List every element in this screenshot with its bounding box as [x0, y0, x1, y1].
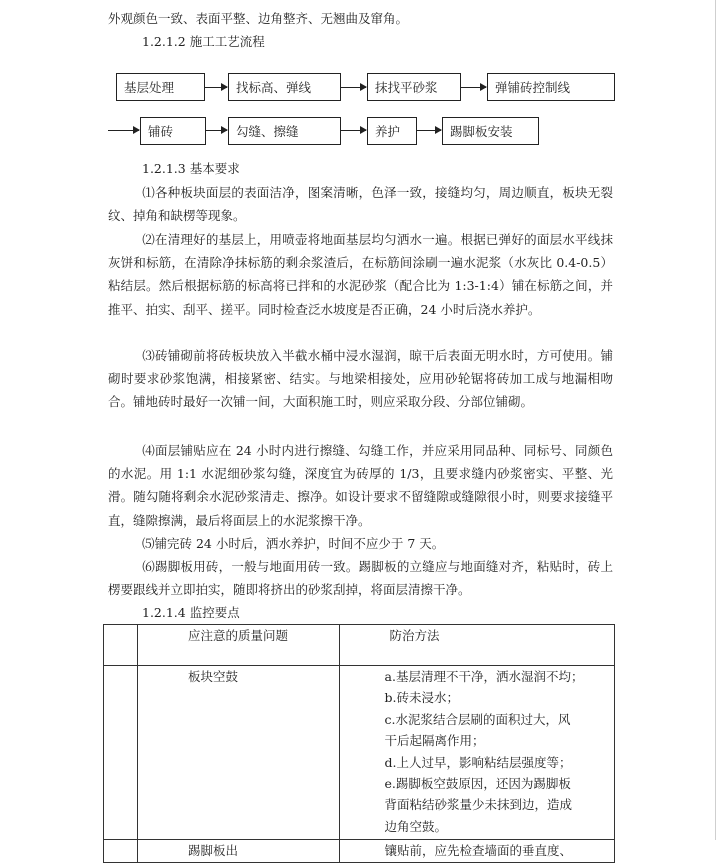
heading-1213: 1.2.1.3 基本要求	[142, 161, 240, 176]
table-row	[104, 840, 615, 862]
method-line: b.砖未浸水；	[384, 690, 460, 706]
requirement-4: ⑷面层铺贴应在 24 小时内进行擦缝、勾缝工作，并应采用同品种、同标号、同颜色的水泥。用 1:1 水泥细砂浆勾缝，深度宜为砖厚的 1/3，且要求缝内砂浆密实、平整、光滑。随勾随将剩余水泥砂浆清走、擦净。如设计要求不留缝隙或缝隙很小时，则要求接缝平直，缝隙擦满，最后将面层上的水泥浆擦干净。	[108, 443, 613, 528]
method-line: c.水泥浆结合层刷的面积过大，风	[384, 711, 571, 727]
heading-1212: 1.2.1.2 施工工艺流程	[142, 34, 265, 49]
requirement-5: ⑸铺完砖 24 小时后，洒水养护，时间不应少于 7 天。	[142, 536, 445, 551]
flow-step-6: 勾缝、擦缝	[228, 117, 341, 145]
method-line: 边角空鼓。	[384, 818, 448, 834]
table-header-method: 防治方法	[339, 625, 614, 666]
method-line: 干后起隔离作用；	[384, 733, 485, 749]
requirement-1: ⑴各种板块面层的表面洁净，图案清晰，色泽一致，接缝均匀，周边顺直，板块无裂纹、掉角和缺楞等现象。	[108, 185, 613, 224]
requirement-3: ⑶砖铺砌前将砖板块放入半截水桶中浸水湿润，晾干后表面无明水时，方可使用。铺砌时要求砂浆饱满，相接紧密、结实。与地梁相接处，应用砂轮锯将砖加工成与地漏相吻合。铺地砖时最好一次铺一间，大面积施工时，则应采取分段、分部位铺砌。	[108, 348, 613, 410]
table-cell-empty	[104, 666, 138, 840]
flow-step-2: 找标高、弹线	[228, 73, 341, 101]
flow-arrow	[461, 87, 486, 88]
flow-step-5: 铺砖	[140, 117, 206, 145]
table-cell-empty	[104, 625, 138, 666]
requirement-2: ⑵在清理好的基层上，用喷壶将地面基层均匀洒水一遍。根据已弹好的面层水平线抹灰饼和标筋，在清除净抹标筋的剩余浆渣后，在标筋间涂刷一遍水泥浆（水灰比 0.4-0.5）粘结层。然后根据标筋的标高将已拌和的水泥砂浆（配合比为 1:3-1:4）铺在标筋之间，并推平、拍实、刮平、搓平。同时检查泛水坡度是否正确，24 小时后浇水养护。	[108, 232, 613, 317]
table-header-row	[104, 625, 615, 666]
method-line: 背面粘结砂浆量少未抹到边，造成	[384, 797, 573, 813]
method-line: 镶贴前，应先检查墙面的垂直度、	[384, 843, 573, 859]
heading-1214: 1.2.1.4 监控要点	[142, 605, 240, 620]
flow-arrow	[341, 87, 366, 88]
flow-arrow	[417, 130, 441, 131]
flow-arrow	[108, 130, 139, 131]
table-row	[104, 666, 615, 840]
flow-arrow	[341, 130, 366, 131]
table-cell-issue: 踢脚板出	[138, 840, 340, 862]
page-edge	[715, 0, 716, 840]
method-line: d.上人过早，影响粘结层强度等；	[384, 754, 572, 770]
table-cell-methods	[339, 840, 614, 862]
flow-step-7: 养护	[367, 117, 417, 145]
flow-step-3: 抹找平砂浆	[367, 73, 461, 101]
top-partial-line: 外观颜色一致、表面平整、边角整齐、无翘曲及窜角。	[108, 11, 409, 26]
table-cell-methods	[339, 666, 614, 840]
requirement-6: ⑹踢脚板用砖，一般与地面用砖一致。踢脚板的立缝应与地面缝对齐，粘贴时，砖上楞要跟线并立即拍实，随即将挤出的砂浆刮掉，将面层清擦干净。	[108, 559, 613, 598]
method-line: a.基层清理不干净，洒水湿润不均；	[384, 669, 584, 684]
flow-step-1: 基层处理	[116, 73, 205, 101]
table-header-issue: 应注意的质量问题	[138, 625, 340, 666]
flow-arrow	[206, 130, 227, 131]
monitoring-table	[103, 624, 615, 863]
table-cell-empty	[104, 840, 138, 862]
flow-step-8: 踢脚板安装	[442, 117, 539, 145]
flow-arrow	[205, 87, 227, 88]
method-line: e.踢脚板空鼓原因，还因为踢脚板	[384, 776, 571, 792]
table-cell-issue: 板块空鼓	[138, 666, 340, 840]
flow-step-4: 弹铺砖控制线	[487, 73, 615, 101]
